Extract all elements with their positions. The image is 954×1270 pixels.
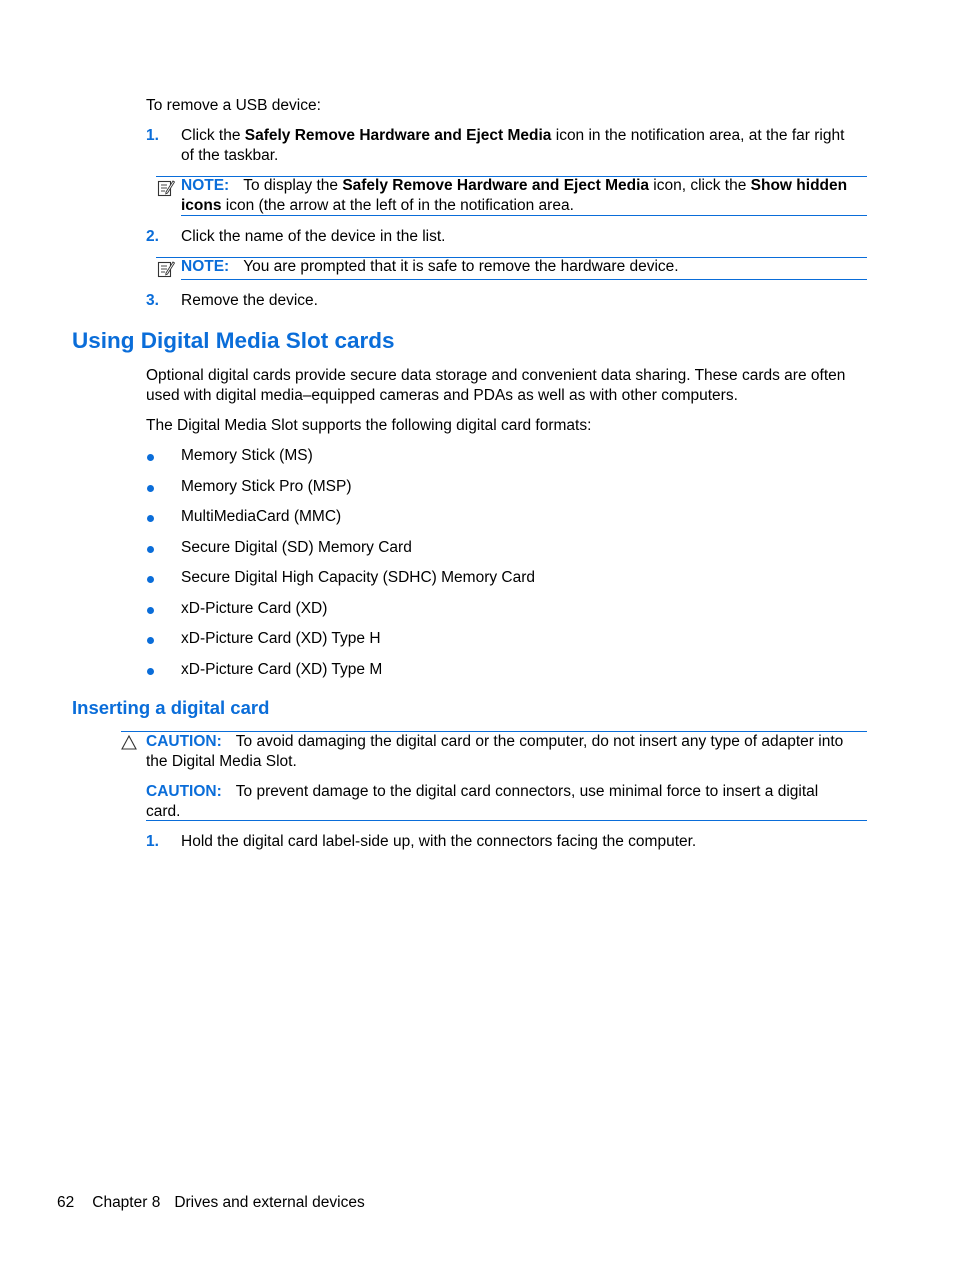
page-number: 62: [57, 1194, 75, 1211]
caution-label: CAUTION:: [146, 783, 222, 800]
list-item: Memory Stick Pro (MSP): [181, 478, 352, 495]
caution-text: [146, 782, 852, 821]
step-number: 1.: [146, 833, 159, 850]
note-bold-term: Show hidden icons: [181, 177, 848, 214]
caution-bottom-rule: [146, 820, 867, 821]
step-text-part: icon in the notification area, at the far right of the taskbar.: [181, 127, 845, 164]
caution-triangle-icon: [121, 735, 137, 750]
bullet-dot: [147, 546, 154, 553]
section-paragraph: The Digital Media Slot supports the following digital card formats:: [146, 417, 592, 434]
list-item: xD-Picture Card (XD) Type M: [181, 661, 383, 678]
step-number: 2.: [146, 228, 159, 245]
footer-title: Drives and external devices: [174, 1194, 365, 1211]
note-label: NOTE:: [181, 258, 230, 275]
caution-text: [146, 732, 852, 771]
list-item: Memory Stick (MS): [181, 447, 313, 464]
step-text: Remove the device.: [181, 292, 318, 309]
note-text-part: You are prompted that it is safe to remove the hardware device.: [243, 258, 679, 275]
note-icon: [157, 179, 175, 197]
bullet-dot: [147, 668, 154, 675]
list-item: xD-Picture Card (XD): [181, 600, 328, 617]
bullet-dot: [147, 576, 154, 583]
step-text: [181, 126, 851, 165]
step-number: 3.: [146, 292, 159, 309]
step-bold-term: Safely Remove Hardware and Eject Media: [244, 127, 552, 144]
bullet-dot: [147, 607, 154, 614]
step-text: Hold the digital card label-side up, with the connectors facing the computer.: [181, 833, 697, 850]
note-text-part: icon (the arrow at the left of in the notification area.: [221, 196, 574, 214]
bullet-dot: [147, 637, 154, 644]
note-bottom-rule: [181, 215, 867, 216]
note-bottom-rule: [181, 279, 867, 280]
note-text-part: To display the: [243, 177, 343, 194]
list-item: Secure Digital (SD) Memory Card: [181, 539, 412, 556]
bullet-dot: [147, 515, 154, 522]
list-item: xD-Picture Card (XD) Type H: [181, 630, 381, 647]
caution-text-part: To prevent damage to the digital card connectors, use minimal force to insert a digital card.: [146, 783, 819, 820]
bullet-dot: [147, 454, 154, 461]
caution-label: CAUTION:: [146, 733, 222, 750]
note-label: NOTE:: [181, 177, 230, 194]
section-paragraph: Optional digital cards provide secure data storage and convenient data sharing. These cards are often used with digital media–equipped cameras and PDAs as well as with other computers.: [146, 367, 846, 404]
step-text-part: Click the: [181, 127, 245, 144]
list-item: Secure Digital High Capacity (SDHC) Memory Card: [181, 569, 536, 586]
section-heading: Using Digital Media Slot cards: [72, 328, 395, 353]
step-number: 1.: [146, 127, 159, 144]
subsection-heading: Inserting a digital card: [72, 697, 270, 718]
note-icon: [157, 260, 175, 278]
list-item: MultiMediaCard (MMC): [181, 508, 342, 525]
note-bold-term: Safely Remove Hardware and Eject Media: [342, 177, 649, 194]
step-text: Click the name of the device in the list.: [181, 228, 446, 245]
note-text: [181, 257, 679, 277]
page-footer: [57, 1193, 365, 1213]
footer-chapter: Chapter 8: [92, 1194, 161, 1211]
note-text-part: icon, click the: [649, 177, 751, 194]
bullet-dot: [147, 485, 154, 492]
caution-text-part: To avoid damaging the digital card or the computer, do not insert any type of adapter into the Digital Media Slot.: [146, 733, 844, 770]
note-text: [181, 176, 853, 215]
intro-text: To remove a USB device:: [146, 97, 321, 114]
